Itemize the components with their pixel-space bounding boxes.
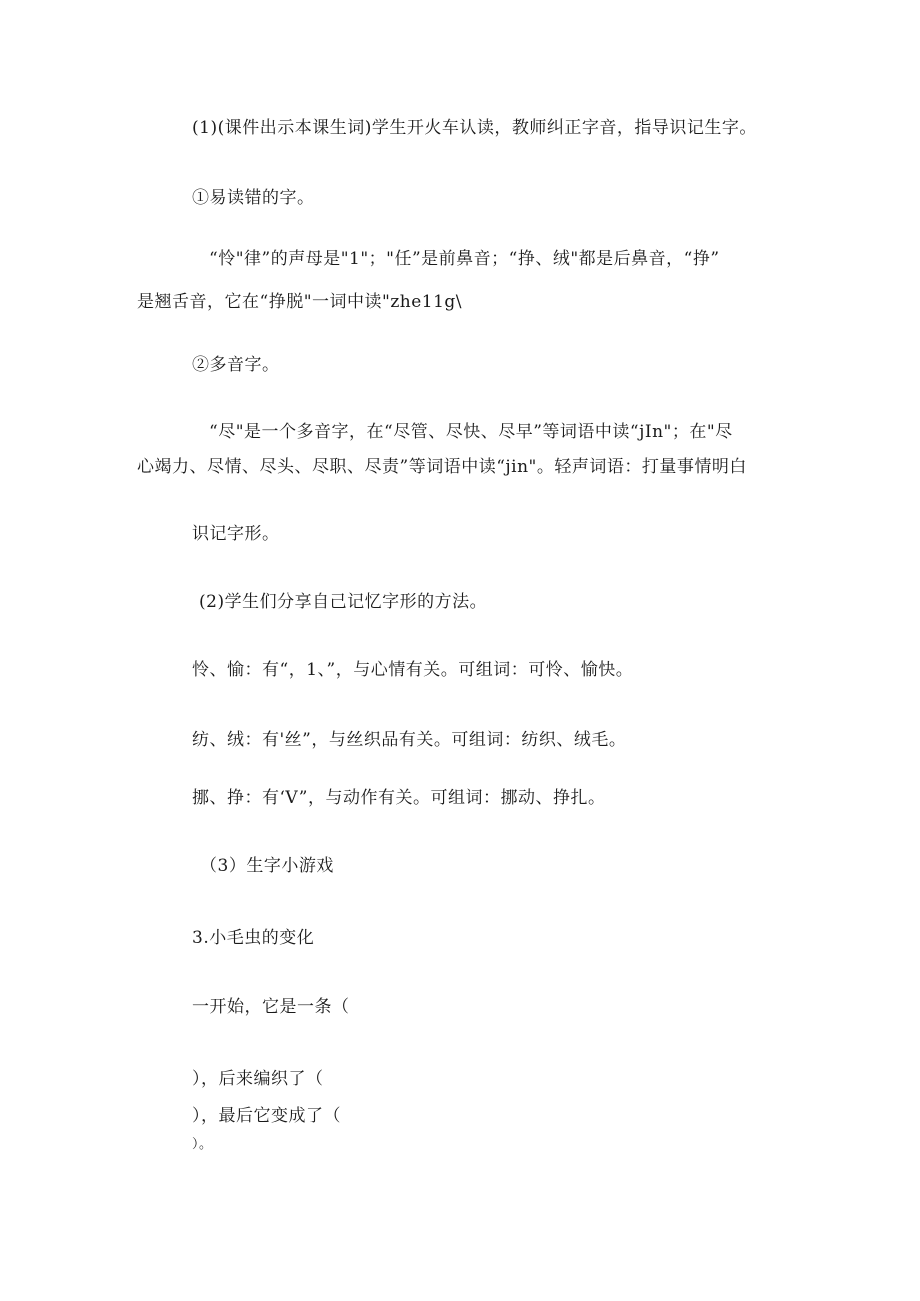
paragraph-example-hand: 挪、挣：有‘V”，与动作有关。可组词：挪动、挣扎。	[192, 788, 606, 808]
heading-recognize-shapes: 识记字形。	[192, 524, 280, 544]
fill-blank-line-4: ）。	[192, 1137, 213, 1152]
heading-character-game: （3）生字小游戏	[200, 856, 334, 876]
paragraph-share-methods: (2)学生们分享自己记忆字形的方法。	[199, 592, 488, 612]
paragraph-example-heart: 怜、愉：有“，1、”，与心情有关。可组词：可怜、愉快。	[192, 660, 634, 680]
heading-misread-characters: ①易读错的字。	[192, 188, 315, 208]
fill-blank-line-2: ），后来编织了（	[192, 1069, 324, 1089]
paragraph-example-silk: 纺、绒：有'丝”，与丝织品有关。可组词：纺织、绒毛。	[192, 730, 627, 750]
paragraph-course-intro: (1)(课件出示本课生词)学生开火车认读，教师纠正字音，指导识记生字。	[192, 118, 757, 138]
heading-polyphonic-characters: ②多音字。	[192, 355, 280, 375]
heading-caterpillar-change: 3.小毛虫的变化	[192, 928, 315, 948]
paragraph-pronunciation-line-1: “怜"律”的声母是"1"；"任”是前鼻音；“挣、绒"都是后鼻音，“挣”	[209, 249, 720, 269]
fill-blank-line-1: 一开始，它是一条（	[192, 997, 350, 1017]
paragraph-pronunciation-line-2: 是翘舌音，它在“挣脱"一词中读"zhe11g\	[137, 292, 463, 312]
paragraph-polyphonic-line-2: 心竭力、尽情、尽头、尽职、尽责”等词语中读“jin"。轻声词语：打量事情明白	[137, 457, 747, 477]
fill-blank-line-3: ），最后它变成了（	[192, 1106, 341, 1126]
paragraph-polyphonic-line-1: “尽"是一个多音字，在“尽管、尽快、尽早”等词语中读“jIn"；在"尽	[209, 422, 733, 442]
